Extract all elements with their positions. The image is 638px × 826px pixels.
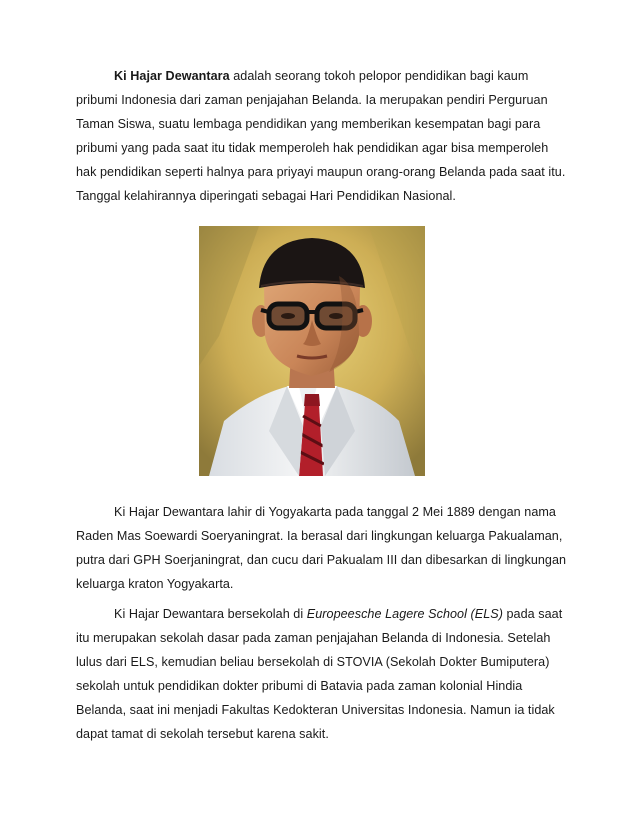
person-name: Ki Hajar Dewantara: [114, 69, 230, 83]
text-line: hak pendidikan seperti halnya para priyayi maupun orang-orang Belanda pada saat itu.: [76, 165, 566, 179]
text-line: Taman Siswa, suatu lembaga pendidikan yang memberikan kesempatan bagi para: [76, 117, 541, 131]
text-line: lulus dari ELS, kemudian beliau bersekolah di STOVIA (Sekolah Dokter Bumiputera): [76, 655, 550, 669]
birth-paragraph: [76, 500, 568, 596]
text-line: dapat tamat di sekolah tersebut karena sakit.: [76, 727, 329, 741]
school-name: Europeesche Lagere School (ELS): [306, 607, 503, 621]
text-line: putra dari GPH Soerjaningrat, dan cucu dari Pakualam III dan dibesarkan di lingkungan: [76, 553, 567, 567]
text-line: Ki Hajar Dewantara lahir di Yogyakarta pada tanggal 2 Mei 1889 dengan nama: [114, 505, 556, 519]
portrait-painting: [199, 226, 425, 476]
text-line: Ki Hajar Dewantara adalah seorang tokoh pelopor pendidikan bagi kaum: [114, 69, 529, 83]
text-line: pribumi Indonesia dari zaman penjajahan Belanda. Ia merupakan pendiri Perguruan: [76, 93, 548, 107]
text-line: Raden Mas Soewardi Soeryaningrat. Ia berasal dari lingkungan keluarga Pakualaman,: [76, 529, 563, 543]
text-line: Ki Hajar Dewantara bersekolah di Europeesche Lagere School (ELS) pada saat: [114, 607, 563, 621]
portrait-image: [199, 226, 425, 476]
text-line: pribumi yang pada saat itu tidak memperoleh hak pendidikan agar bisa memperoleh: [76, 141, 549, 155]
text-line: keluarga kraton Yogyakarta.: [76, 577, 234, 591]
text-line: sekolah untuk pendidikan dokter pribumi di Batavia pada zaman kolonial Hindia: [76, 679, 523, 693]
text-line: Belanda, saat ini menjadi Fakultas Kedokteran Universitas Indonesia. Namun ia tidak: [76, 703, 555, 717]
text-line: itu merupakan sekolah dasar pada zaman penjajahan Belanda di Indonesia. Setelah: [76, 631, 551, 645]
text-line: Tanggal kelahirannya diperingati sebagai Hari Pendidikan Nasional.: [76, 189, 456, 203]
education-paragraph: [76, 602, 568, 746]
intro-paragraph: [76, 64, 568, 208]
